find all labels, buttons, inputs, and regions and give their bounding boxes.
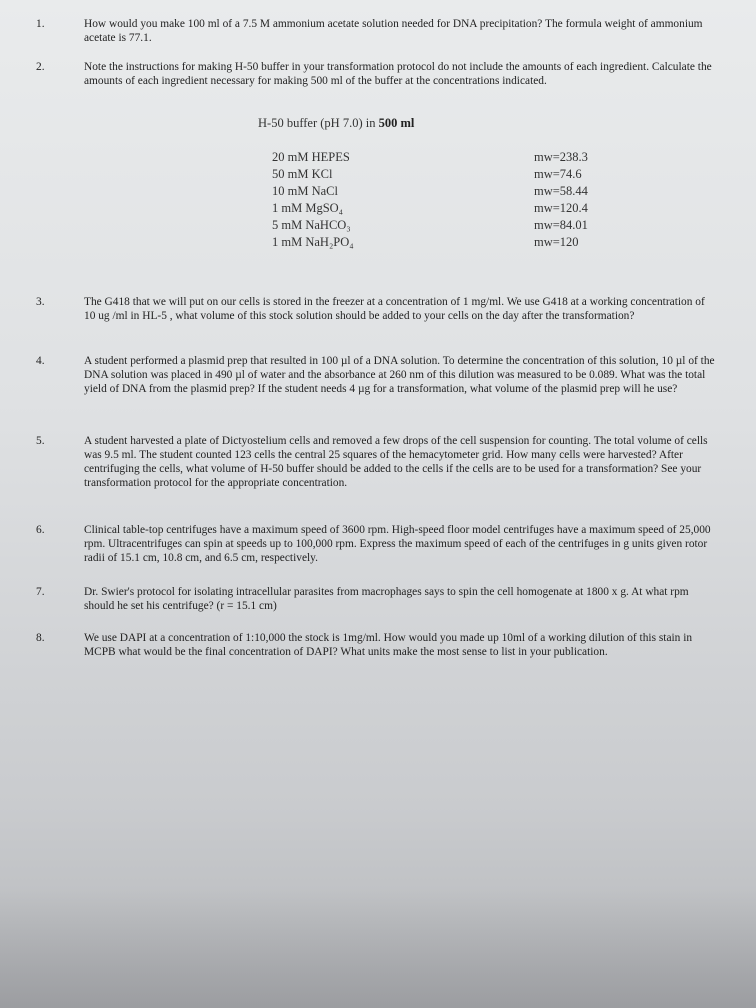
question-3 xyxy=(36,295,716,323)
question-8 xyxy=(36,631,716,659)
buffer-row xyxy=(272,167,682,184)
question-text: Note the instructions for making H-50 buffer in your transformation protocol do not include the amounts of each ingredient. Calculate the amounts of each ingredient necessary for making 500 ml of the buffer at the concentrations indicated. xyxy=(84,61,712,87)
molecular-weight: mw=238.3 xyxy=(534,150,588,164)
page-shadow xyxy=(0,888,756,1008)
question-number: 6. xyxy=(36,524,45,536)
question-number: 4. xyxy=(36,355,45,367)
molecular-weight: mw=84.01 xyxy=(534,218,588,232)
question-number: 1. xyxy=(36,18,45,30)
molecular-weight: mw=74.6 xyxy=(534,167,582,181)
buffer-row xyxy=(272,201,682,218)
question-text: The G418 that we will put on our cells is stored in the freezer at a concentration of 1 mg/ml. We use G418 at a working concentration of 10 ug /ml in HL-5 , what volume of this stock solution should be added to your cells on the day after the transformation? xyxy=(84,296,705,322)
question-7 xyxy=(36,585,716,613)
question-number: 5. xyxy=(36,435,45,447)
reagent: 5 mM NaHCO₃ xyxy=(272,218,351,232)
molecular-weight: mw=58.44 xyxy=(534,184,588,198)
question-text: A student performed a plasmid prep that resulted in 100 µl of a DNA solution. To determine the concentration of this solution, 10 µl of the DNA solution was placed in 490 µl of water and the absorbance at 260 nm of this dilution was measured to be 0.089. What was the total yield of DNA from the plasmid prep? If the student needs 4 µg for a transformation, what volume of the plasmid prep will he use? xyxy=(84,355,715,395)
question-2 xyxy=(36,60,716,88)
question-text: Dr. Swier's protocol for isolating intracellular parasites from macrophages says to spin the cell homogenate at 1800 x g. At what rpm should he set his centrifuge? (r = 15.1 cm) xyxy=(84,586,689,612)
buffer-row xyxy=(272,218,682,235)
reagent: 1 mM MgSO₄ xyxy=(272,201,344,215)
buffer-table-title xyxy=(258,116,414,131)
question-number: 3. xyxy=(36,296,45,308)
question-text: Clinical table-top centrifuges have a maximum speed of 3600 rpm. High-speed floor model centrifuges have a maximum speed of 25,000 rpm. Ultracentrifuges can spin at speeds up to 100,000 rpm. Express the maximum speed of each of the centrifuges in g units given rotor radii of 15.1 cm, 10.8 cm, and 6.5 cm, respectively. xyxy=(84,524,711,564)
question-number: 7. xyxy=(36,586,45,598)
question-4 xyxy=(36,354,716,396)
reagent: 50 mM KCl xyxy=(272,167,333,181)
buffer-table xyxy=(272,150,682,252)
buffer-title-volume: 500 ml xyxy=(378,116,415,130)
question-text: A student harvested a plate of Dictyostelium cells and removed a few drops of the cell suspension for counting. The total volume of cells was 9.5 ml. The student counted 123 cells the central 25 squares of the hemacytometer grid. How many cells were harvested? After centrifuging the cells, what volume of H-50 buffer should be added to the cells if the cells are to be used for a transformation? See your transformation protocol for the appropriate concentration. xyxy=(84,435,708,489)
buffer-row xyxy=(272,150,682,167)
reagent: 20 mM HEPES xyxy=(272,150,350,164)
question-1 xyxy=(36,17,716,45)
question-5 xyxy=(36,434,716,490)
reagent: 1 mM NaH₂PO₄ xyxy=(272,235,354,249)
buffer-row xyxy=(272,235,682,252)
question-number: 2. xyxy=(36,61,45,73)
buffer-title-text: H-50 buffer (pH 7.0) in xyxy=(258,116,379,130)
question-text: How would you make 100 ml of a 7.5 M ammonium acetate solution needed for DNA precipitation? The formula weight of ammonium acetate is 77.1. xyxy=(84,18,703,44)
reagent: 10 mM NaCl xyxy=(272,184,338,198)
question-number: 8. xyxy=(36,632,45,644)
question-text: We use DAPI at a concentration of 1:10,000 the stock is 1mg/ml. How would you made up 10ml of a working dilution of this stain in MCPB what would be the final concentration of DAPI? What units make the most sense to list in your publication. xyxy=(84,632,693,658)
molecular-weight: mw=120 xyxy=(534,235,579,249)
molecular-weight: mw=120.4 xyxy=(534,201,588,215)
question-6 xyxy=(36,523,716,565)
buffer-row xyxy=(272,184,682,201)
